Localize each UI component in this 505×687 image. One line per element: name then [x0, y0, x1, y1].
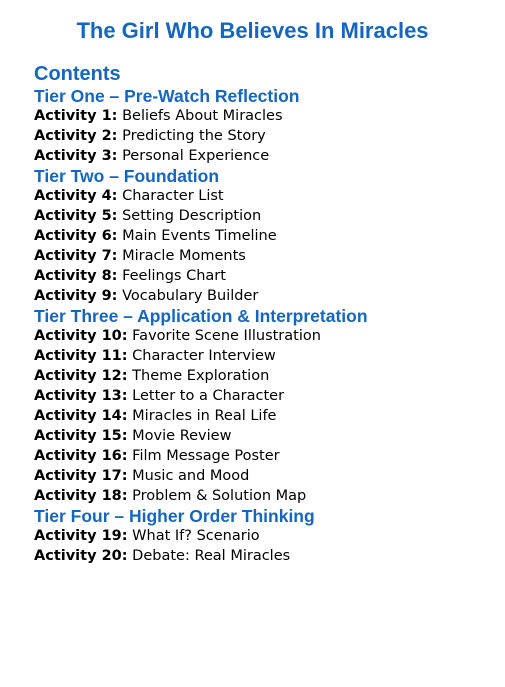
activity-name: Vocabulary Builder: [122, 288, 259, 304]
activity-name: Character Interview: [132, 348, 276, 364]
activity-number: Activity 16:: [34, 448, 128, 464]
tier-section: [34, 306, 494, 506]
activity-item: [34, 126, 494, 146]
activity-number: Activity 17:: [34, 468, 128, 484]
activity-number: Activity 1:: [34, 108, 118, 124]
activity-name: Theme Exploration: [132, 368, 270, 384]
activity-item: [34, 426, 494, 446]
activity-name: Miracles in Real Life: [132, 408, 277, 424]
table-of-contents: [34, 62, 494, 566]
activity-item: [34, 146, 494, 166]
activity-number: Activity 10:: [34, 328, 128, 344]
activity-item: [34, 526, 494, 546]
tier-section: [34, 506, 494, 566]
activity-item: [34, 286, 494, 306]
activity-item: [34, 366, 494, 386]
activity-item: [34, 346, 494, 366]
activity-name: Predicting the Story: [122, 128, 266, 144]
activity-item: [34, 406, 494, 426]
activity-number: Activity 6:: [34, 228, 118, 244]
activity-name: Character List: [122, 188, 224, 204]
activity-item: [34, 466, 494, 486]
activity-name: What If? Scenario: [132, 528, 260, 544]
activity-number: Activity 5:: [34, 208, 118, 224]
activity-item: [34, 386, 494, 406]
tier-heading: Tier One – Pre-Watch Reflection: [34, 86, 300, 106]
tier-heading: Tier Four – Higher Order Thinking: [34, 506, 315, 526]
activity-name: Music and Mood: [132, 468, 250, 484]
page-title: The Girl Who Believes In Miracles: [76, 18, 429, 43]
activity-item: [34, 446, 494, 466]
activity-name: Feelings Chart: [122, 268, 226, 284]
tier-section: [34, 86, 494, 166]
activity-name: Favorite Scene Illustration: [132, 328, 321, 344]
activity-number: Activity 20:: [34, 548, 128, 564]
activity-number: Activity 8:: [34, 268, 118, 284]
activity-item: [34, 266, 494, 286]
activity-number: Activity 2:: [34, 128, 118, 144]
activity-name: Film Message Poster: [132, 448, 280, 464]
activity-number: Activity 11:: [34, 348, 128, 364]
contents-heading: Contents: [34, 63, 121, 85]
activity-number: Activity 13:: [34, 388, 128, 404]
activity-number: Activity 3:: [34, 148, 118, 164]
activity-item: [34, 246, 494, 266]
activity-name: Beliefs About Miracles: [122, 108, 283, 124]
activity-name: Debate: Real Miracles: [132, 548, 291, 564]
tier-heading: Tier Two – Foundation: [34, 166, 220, 186]
activity-number: Activity 4:: [34, 188, 118, 204]
activity-item: [34, 226, 494, 246]
activity-number: Activity 12:: [34, 368, 128, 384]
activity-name: Main Events Timeline: [122, 228, 277, 244]
activity-number: Activity 19:: [34, 528, 128, 544]
activity-name: Problem & Solution Map: [132, 488, 307, 504]
activity-number: Activity 18:: [34, 488, 128, 504]
activity-item: [34, 206, 494, 226]
activity-item: [34, 486, 494, 506]
activity-name: Setting Description: [122, 208, 262, 224]
activity-number: Activity 15:: [34, 428, 128, 444]
activity-item: [34, 106, 494, 126]
tier-heading: Tier Three – Application & Interpretation: [34, 306, 368, 326]
activity-name: Movie Review: [132, 428, 232, 444]
activity-name: Letter to a Character: [132, 388, 285, 404]
activity-item: [34, 186, 494, 206]
tier-section: [34, 166, 494, 306]
activity-item: [34, 326, 494, 346]
activity-name: Personal Experience: [122, 148, 270, 164]
activity-number: Activity 14:: [34, 408, 128, 424]
activity-name: Miracle Moments: [122, 248, 246, 264]
activity-number: Activity 9:: [34, 288, 118, 304]
activity-item: [34, 546, 494, 566]
activity-number: Activity 7:: [34, 248, 118, 264]
